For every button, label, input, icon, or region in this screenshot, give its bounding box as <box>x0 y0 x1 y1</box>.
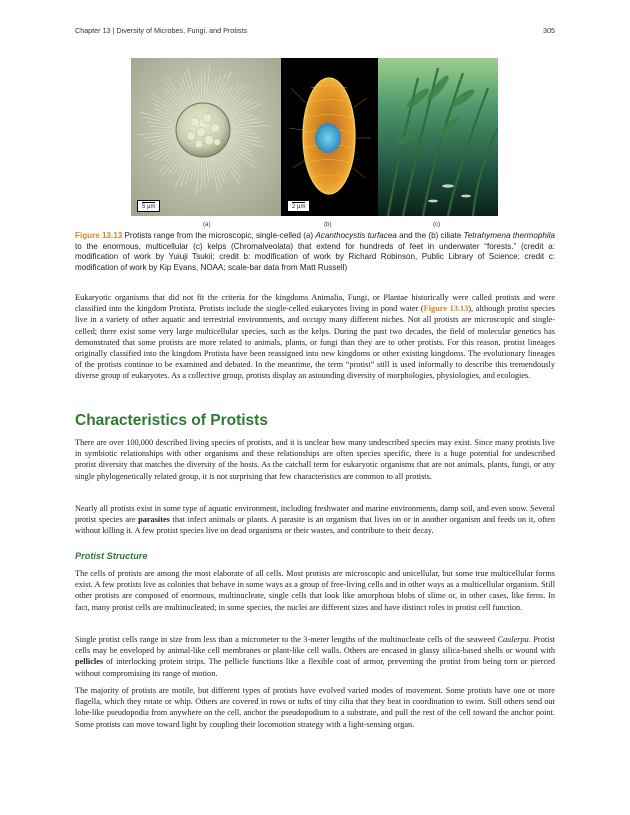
panel-label-b: (b) <box>324 221 332 228</box>
term-pellicles: pellicles <box>75 657 104 667</box>
panel-c-kelp-forest-image <box>378 58 498 216</box>
subsection-heading: Protist Structure <box>75 551 148 561</box>
section-heading: Characteristics of Protists <box>75 412 268 429</box>
figure-caption: Figure 13.13 Protists range from the microscopic, single-celled (a) Acanthocystis turfacea and the (b) ciliate Tetrahymena thermophila to the enormous, multicellular (c) kelps (Chromalveolata) that extend for hundreds of feet in underwater “forests.” (credit a: modification of work by Yuiuji Tsukii; credit b: modification of work by Richard Robinson, Public Library of Science; credit c: modification of work by Kip Evans, NOAA; scale-bar data from Matt Russell) <box>75 231 555 272</box>
caption-figure-number: Figure 13.13 <box>75 231 123 240</box>
panel-a-acanthocystis-image <box>131 58 281 216</box>
structure-paragraph-2: Single protist cells range in size from less than a micrometer to the 3-meter lengths of the multinucleate cells of the seaweed Caulerpa. Protist cells may be enveloped by animal-like cell membranes or plant-like cell walls. Others are encased in glassy silica-based shells or wound with pellicles of interlocking protein strips. The pellicle functions like a flexible coat of armor, preventing the protist from being torn or pierced without compromising its range of motion. <box>75 635 555 678</box>
intro-paragraph: Eukaryotic organisms that did not fit the criteria for the kingdoms Animalia, Fungi, or Plantae historically were called protists and were classified into the kingdom Protista. Protists include the single-celled eukaryotes living in pond water (Figure 13.13), although protist species live in a variety of other aquatic and terrestrial environments, and occupy many different niches. Not all protists are microscopic and single-celled; there exist some very large multicellular species, such as the kelps. During the past two decades, the field of molecular genetics has demonstrated that some protists are more related to animals, plants, or fungi than they are to other protists. For this reason, protist lineages originally classified into the kingdom Protista have been reassigned into new kingdoms or other existing kingdoms. The evolutionary lineages of the protists continue to be examined and debated. In the meantime, the term “protist” still is used informally to describe this tremendously diverse group of eukaryotes. As a collective group, protists display an astounding diversity of morphologies, physiologies, and ecologies. <box>75 293 555 381</box>
panel-label-c: (c) <box>433 221 441 228</box>
scale-bar-a: 5 μm <box>137 200 160 213</box>
section-paragraph-1: There are over 100,000 described living species of protists, and it is unclear how many undescribed species may exist. Since many protists live in symbiotic relationships with other organisms and these relationships are often species specific, there is a huge potential for undescribed protist diversity that matches the diversity of the hosts. As the catchall term for eukaryotic organisms that are not animals, plants, fungi, or any single phylogenetically related group, it is not surprising that few characteristics are common to all protists. <box>75 438 555 481</box>
running-header-chapter: Chapter 13 | Diversity of Microbes, Fungi, and Protists <box>75 26 248 35</box>
term-parasites: parasites <box>138 515 170 525</box>
page-number: 305 <box>543 26 555 35</box>
figure-13-13-link[interactable]: Figure 13.13 <box>423 304 469 314</box>
scale-bar-b: 2 μm <box>287 200 310 213</box>
structure-paragraph-1: The cells of protists are among the most elaborate of all cells. Most protists are microscopic and unicellular, but some true multicellular forms exist. A few protists live as colonies that behave in some ways as a group of free-living cells and in other ways as a multicellular organism. Still other protists are composed of enormous, multinucleate, single cells that look like amorphous blobs of slime or, in other cases, like ferns. In fact, many protist cells are multinucleated; in some species, the nuclei are different sizes and have distinct roles in protist cell function. <box>75 569 555 612</box>
panel-label-a: (a) <box>203 221 211 228</box>
structure-paragraph-3: The majority of protists are motile, but different types of protists have evolved varied modes of movement. Some protists have one or more flagella, which they rotate or whip. Others are covered in rows or tufts of tiny cilia that they beat in coordination to swim. Still others send out lobe-like pseudopodia from anywhere on the cell, anchor the pseudopodium to a substrate, and pull the rest of the cell toward the anchor point. Some protists can move toward light by coupling their locomotion strategy with a light-sensing organ. <box>75 686 555 729</box>
panel-b-tetrahymena-image <box>281 58 378 216</box>
section-paragraph-2: Nearly all protists exist in some type of aquatic environment, including freshwater and marine environments, damp soil, and even snow. Several protist species are parasites that infect animals or plants. A parasite is an organism that lives on or in another organism and feeds on it, often without killing it. A few protist species live on dead organisms or their wastes, and contribute to their decay. <box>75 504 556 536</box>
figure-13-13 <box>131 58 498 216</box>
